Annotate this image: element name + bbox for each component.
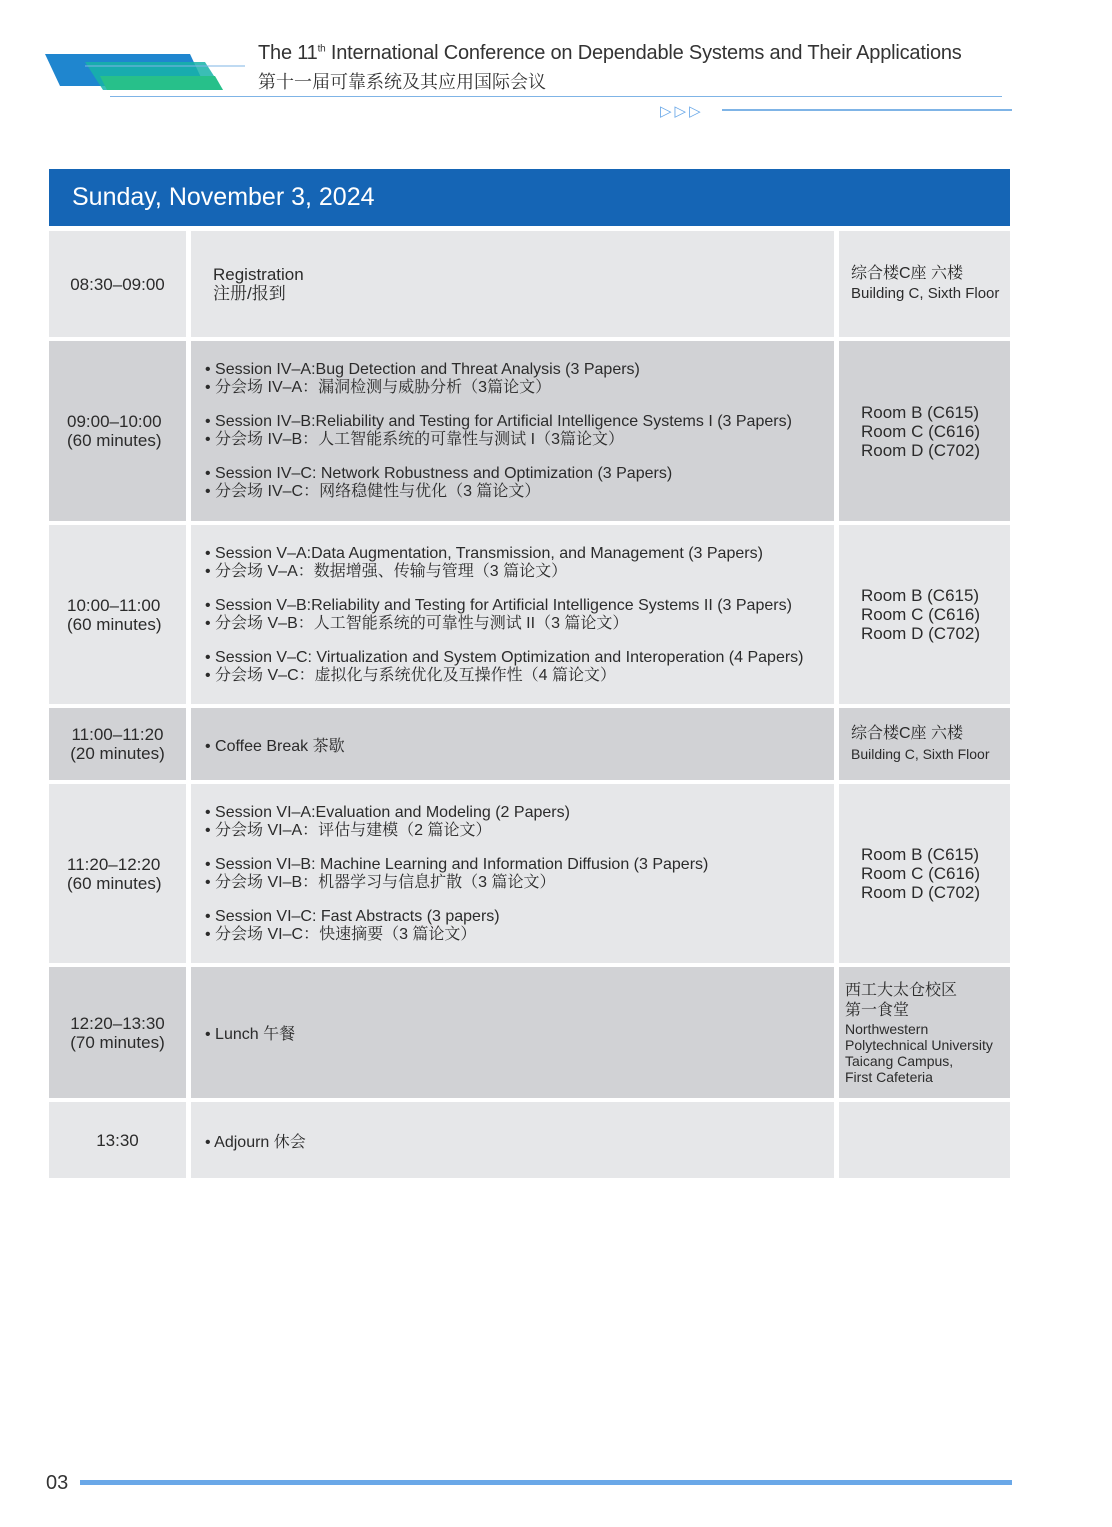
session-item: • Session IV–C: Network Robustness and Optimization (3 Papers) • 分会场 IV–C：网络稳健性与优化（3 篇论文）	[205, 465, 673, 500]
event-cell	[191, 967, 834, 1098]
sessions-cell	[191, 341, 834, 521]
schedule-row	[49, 525, 1010, 704]
location-english: Polytechnical University	[845, 1036, 993, 1053]
location-english: Northwestern	[845, 1020, 929, 1037]
location-english: Taicang Campus,	[845, 1052, 954, 1069]
sessions-cell	[191, 525, 834, 704]
schedule-row	[49, 341, 1010, 521]
room: Room D (C702)	[861, 440, 981, 460]
location-cell	[839, 708, 1010, 780]
location-chinese: 综合楼C座 六楼	[851, 725, 964, 742]
location-chinese: 第一食堂	[845, 1001, 910, 1019]
room: Room D (C702)	[861, 624, 981, 643]
location-chinese: 综合楼C座 六楼	[851, 265, 964, 282]
event-title: • Adjourn 休会	[205, 1133, 306, 1151]
schedule-row	[49, 231, 1010, 337]
time-cell	[49, 708, 186, 780]
time-range: 11:20–12:20	[67, 854, 161, 874]
event-cell	[191, 1102, 834, 1178]
event-cell	[191, 231, 834, 337]
time-cell: 13:30	[49, 1102, 186, 1178]
session-item: • Session VI–B: Machine Learning and Information Diffusion (3 Papers) • 分会场 VI–B：机器学习与信息扩散（3 篇论文）	[205, 855, 709, 891]
session-item: • Session IV–A:Bug Detection and Threat Analysis (3 Papers) • 分会场 IV–A：漏洞检测与威胁分析（3篇论文）	[205, 361, 640, 396]
session-item: • Session VI–C: Fast Abstracts (3 papers) • 分会场 VI–C：快速摘要（3 篇论文）	[205, 907, 500, 943]
time-range: 11:00–11:20	[71, 725, 164, 744]
time-cell	[49, 784, 186, 963]
room: Room C (C616)	[861, 605, 981, 624]
event-title: • Coffee Break 茶歇	[205, 737, 345, 755]
event-title: • Lunch 午餐	[205, 1026, 296, 1043]
schedule-row	[49, 708, 1010, 780]
schedule-row	[49, 967, 1010, 1098]
duration: (60 minutes)	[67, 431, 162, 450]
location-english: First Cafeteria	[845, 1068, 933, 1085]
time-cell	[49, 525, 186, 704]
time-cell	[49, 967, 186, 1098]
event-cell	[191, 708, 834, 780]
room: Room B (C615)	[861, 586, 980, 605]
conference-title-chinese: 第十一届可靠系统及其应用国际会议	[258, 72, 546, 92]
duration: (60 minutes)	[67, 614, 162, 634]
room: Room D (C702)	[861, 883, 981, 902]
schedule-row	[49, 784, 1010, 963]
schedule-row	[49, 1102, 1010, 1178]
header-accent-line	[722, 109, 1012, 111]
time-range: 09:00–10:00	[67, 412, 162, 431]
page-number: 03	[46, 1472, 69, 1494]
session-item: • Session V–B:Reliability and Testing for Artificial Intelligence Systems II (3 Papers) • 分会场 V–B：人工智能系统的可靠性与测试 II（3 篇论文）	[205, 596, 792, 632]
duration: (70 minutes)	[70, 1032, 165, 1052]
arrow-icons: ▷▷▷	[660, 103, 704, 120]
duration: (60 minutes)	[67, 873, 162, 893]
conference-logo-shapes	[45, 48, 245, 98]
event-title-chinese: 注册/报到	[213, 284, 286, 303]
footer-line	[80, 1480, 1012, 1485]
room: Room C (C616)	[861, 864, 981, 883]
location-chinese: 西工大太仓校区	[845, 981, 958, 999]
day-heading: Sunday, November 3, 2024	[49, 169, 1010, 226]
time-cell	[49, 341, 186, 521]
rooms-cell	[839, 341, 1010, 521]
time-range: 10:00–11:00	[67, 595, 161, 615]
duration: (20 minutes)	[70, 744, 165, 763]
session-item: • Session V–A:Data Augmentation, Transmission, and Management (3 Papers) • 分会场 V–A：数据增强、传输与管理（3 篇论文）	[205, 544, 763, 580]
event-title: Registration	[213, 265, 304, 284]
location-english: Building C, Sixth Floor	[851, 285, 1000, 302]
location-cell	[839, 1102, 1010, 1178]
rooms-cell	[839, 525, 1010, 704]
header-divider	[110, 96, 1002, 97]
session-item: • Session V–C: Virtualization and System Optimization and Interoperation (4 Papers) • 分会场 V–C：虚拟化与系统优化及互操作性（4 篇论文）	[205, 648, 804, 684]
conference-title: The 11th International Conference on Dependable Systems and Their Applications	[258, 42, 962, 64]
time-cell: 08:30–09:00	[49, 231, 186, 337]
sessions-cell	[191, 784, 834, 963]
room: Room B (C615)	[861, 845, 980, 864]
location-cell	[839, 967, 1010, 1098]
session-item: • Session VI–A:Evaluation and Modeling (2 Papers) • 分会场 VI–A：评估与建模（2 篇论文）	[205, 803, 570, 839]
room: Room B (C615)	[861, 402, 980, 422]
rooms-cell	[839, 784, 1010, 963]
room: Room C (C616)	[861, 421, 981, 441]
session-item: • Session IV–B:Reliability and Testing for Artificial Intelligence Systems I (3 Papers) • 分会场 IV–B：人工智能系统的可靠性与测试 I（3篇论文）	[205, 413, 792, 448]
location-english: Building C, Sixth Floor	[851, 746, 990, 762]
time-range: 12:20–13:30	[70, 1013, 165, 1033]
location-cell	[839, 231, 1010, 337]
